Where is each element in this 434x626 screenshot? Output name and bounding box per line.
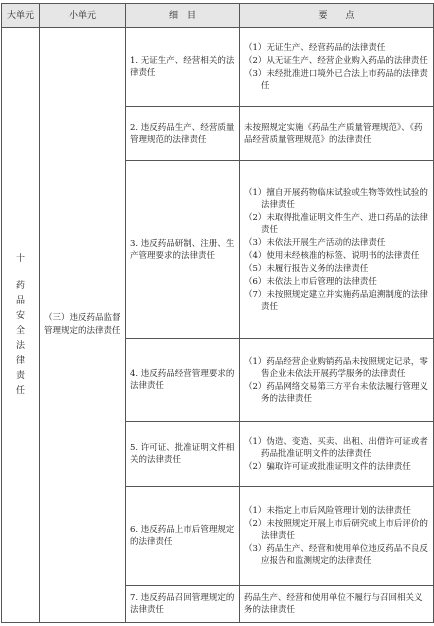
detail-cell: 2. 违反药品生产、经营质量管理规范的法律责任 — [126, 106, 240, 161]
point-item: （2）骗取许可证或批准证明文件的法律责任 — [244, 461, 411, 472]
points-cell — [240, 422, 434, 487]
points-cell — [240, 161, 434, 339]
point-item: （3）未经批准进口境外已合法上市药品的法律责任 — [244, 68, 428, 91]
point-item: （1）无证生产、经营药品的法律责任 — [244, 42, 386, 53]
points-cell — [240, 487, 434, 585]
point-item: （4）使用未经核准的标签、说明书的法律责任 — [244, 250, 420, 261]
point-item: （6）未依法上市后管理的法律责任 — [244, 276, 377, 287]
points-cell — [240, 28, 434, 107]
point-item: （3）药品生产、经营和使用单位违反药品不良反应报告和监测规定的法律责任 — [244, 544, 428, 567]
header-points: 要 点 — [240, 4, 434, 28]
points-cell — [240, 339, 434, 422]
point-item: （1）药品经营企业购销药品未按照规定记录，零售企业未依法开展药学服务的法律责任 — [244, 356, 428, 379]
header-detail: 细 目 — [126, 4, 240, 28]
points-cell — [240, 106, 434, 161]
point-item: （5）未履行报告义务的法律责任 — [244, 263, 369, 274]
point-item: （2）未取得批准证明文件生产、进口药品的法律责任 — [244, 212, 428, 235]
detail-cell: 1. 无证生产、经营相关的法律责任 — [126, 28, 240, 107]
header-row — [2, 4, 434, 28]
detail-cell: 4. 违反药品经营管理要求的法律责任 — [126, 339, 240, 422]
outline-table — [1, 3, 434, 623]
point-item: （2）药品网络交易第三方平台未依法履行管理义务的法律责任 — [244, 381, 428, 404]
header-big-unit: 大单元 — [2, 4, 40, 28]
big-unit-name: 药品安全法律责任 — [15, 280, 25, 396]
detail-cell: 7. 违反药品召回管理规定的法律责任 — [126, 585, 240, 622]
point-item: （1）伪造、变造、买卖、出租、出借许可证或者药品批准证明文件的法律责任 — [244, 436, 428, 459]
big-unit-number: 十 — [15, 253, 25, 264]
point-item: （3）未依法开展生产活动的法律责任 — [244, 237, 386, 248]
point-item: （1）擅自开展药物临床试验或生物等效性试验的法律责任 — [244, 187, 428, 210]
point-item: （2）从无证生产、经营企业购入药品的法律责任 — [244, 55, 428, 66]
point-item: （2）未按照规定开展上市后研究或上市后评价的法律责任 — [244, 519, 428, 542]
points-cell — [240, 585, 434, 622]
point-item: 药品生产、经营和使用单位不履行与召回相关义务的法律责任 — [244, 592, 423, 615]
header-small-unit: 小单元 — [40, 4, 126, 28]
detail-cell: 3. 违反药品研制、注册、生产管理要求的法律责任 — [126, 161, 240, 339]
small-unit-cell: （三）违反药品监督管理规定的法律责任 — [40, 28, 126, 623]
point-item: 未按照规定实施《药品生产质量管理规范》、《药品经营质量管理规范》的法律责任 — [244, 122, 423, 145]
table-row — [2, 28, 434, 107]
detail-cell: 6. 违反药品上市后管理规定的法律责任 — [126, 487, 240, 585]
point-item: （7）未按照规定建立并实施药品追溯制度的法律责任 — [244, 289, 428, 312]
point-item: （1）未指定上市后风险管理计划的法律责任 — [244, 506, 411, 517]
big-unit-cell — [2, 28, 40, 623]
detail-cell: 5. 许可证、批准证明文件相关的法律责任 — [126, 422, 240, 487]
